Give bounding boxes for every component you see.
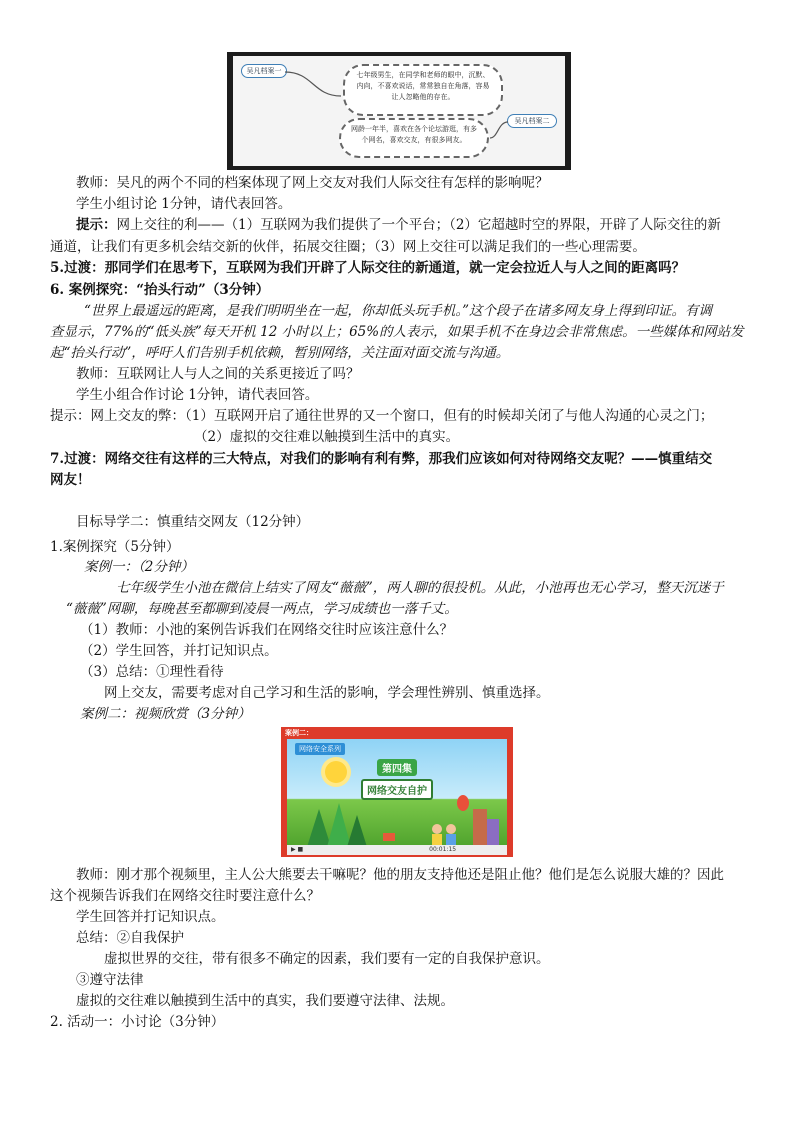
text-line-hint: 提示：网上交友的弊：（1）互联网开启了通往世界的又一个窗口，但有的时候却关闭了与他人沟通的心灵之门； bbox=[50, 408, 714, 424]
play-icon[interactable]: ▶ ■ bbox=[291, 846, 304, 853]
illustration-paper bbox=[233, 56, 565, 166]
case-text: 七年级学生小池在微信上结实了网友“薇薇”，两人聊的很投机。从此，小池再也无心学习，整天沉迷于 bbox=[116, 580, 724, 596]
text-line: 学生回答并打记知识点。 bbox=[76, 909, 225, 925]
connector-line-2 bbox=[488, 120, 510, 140]
summary-line: ③遵守法律 bbox=[76, 972, 144, 988]
text-line: 网上交友，需要考虑对自己学习和生活的影响，学会理性辨别、慎重选择。 bbox=[104, 685, 550, 701]
case-text: “薇薇”网聊，每晚甚至都聊到凌晨一两点，学习成绩也一落千丈。 bbox=[66, 601, 458, 617]
text-line-hint bbox=[76, 216, 721, 234]
text-line: 学生小组讨论 1分钟，请代表回答。 bbox=[76, 196, 292, 212]
transition-7-cont: 网友！ bbox=[50, 472, 91, 488]
profile-tag-2: 吴凡档案二 bbox=[507, 114, 557, 128]
case-text: 查显示，77%的“低头族”每天开机 12 小时以上；65%的人表示，如果手机不在身边会非常焦虑。一些媒体和网站发 bbox=[50, 324, 744, 340]
text-line: （2）学生回答，并打记知识点。 bbox=[80, 643, 278, 659]
video-title: 网络交友自护 bbox=[361, 779, 433, 800]
text-line: （2）虚拟的交往难以触摸到生活中的真实。 bbox=[194, 429, 460, 445]
subsection-heading: 1.案例探究（5分钟） bbox=[50, 539, 180, 555]
episode-label: 第四集 bbox=[377, 759, 417, 776]
text-line: （1）教师：小池的案例告诉我们在网络交往时应该注意什么？ bbox=[80, 622, 454, 638]
video-controls[interactable] bbox=[287, 845, 507, 855]
case-heading-6: 6. 案例探究：“抬头行动”（3分钟） bbox=[50, 282, 270, 298]
summary-line: 总结：②自我保护 bbox=[76, 930, 184, 946]
text-line: 教师：吴凡的两个不同的档案体现了网上交友对我们人际交往有怎样的影响呢？ bbox=[76, 175, 549, 191]
text-line: 教师：刚才那个视频里，主人公大熊要去干嘛呢？他的朋友支持他还是阻止他？他们是怎么说服大雄的？因此 bbox=[76, 867, 724, 883]
scenery-icon bbox=[287, 789, 507, 847]
case-text: 起“抬头行动”，呼吁人们告别手机依赖，暂别网络，关注面对面交流与沟通。 bbox=[50, 345, 510, 361]
text-line: 虚拟的交往难以触摸到生活中的真实，我们要遵守法律、法规。 bbox=[76, 993, 454, 1009]
text-line: 教师：互联网让人与人之间的关系更接近了吗？ bbox=[76, 366, 360, 382]
series-badge: 网络安全系列 bbox=[295, 743, 345, 755]
case-text: “世界上最遥远的距离，是我们明明坐在一起，你却低头玩手机。”这个段子在诸多网友身上得到印证。有调 bbox=[84, 303, 713, 319]
video-thumbnail[interactable] bbox=[281, 727, 513, 857]
case-one-heading: 案例一：（2分钟） bbox=[84, 559, 194, 575]
profile-tag-1: 吴凡档案一 bbox=[241, 64, 287, 78]
video-time: 00:01:15 bbox=[429, 846, 457, 853]
profile-cloud-1: 七年级男生，在同学和老师的眼中，沉默、内向，不喜欢说话，常常独自在角落，容易让人忽略他的存在。 bbox=[343, 64, 503, 116]
text-line: 通道，让我们有更多机会结交新的伙伴，拓展交往圈；（3）网上交往可以满足我们的一些心理需要。 bbox=[50, 239, 646, 255]
transition-5: 5.过渡：那同学们在思考下，互联网为我们开辟了人际交往的新通道，就一定会拉近人与人之间的距离吗？ bbox=[50, 260, 686, 276]
hint-label: 提示： bbox=[76, 217, 117, 233]
section-heading: 目标导学二：慎重结交网友（12分钟） bbox=[76, 514, 310, 530]
sun-icon bbox=[325, 761, 347, 783]
text-line: 这个视频告诉我们在网络交往时要注意什么？ bbox=[50, 888, 320, 904]
connector-line-1 bbox=[283, 70, 343, 100]
video-screen bbox=[287, 739, 507, 847]
text-line: 虚拟世界的交往，带有很多不确定的因素，我们要有一定的自我保护意识。 bbox=[104, 951, 550, 967]
profile-cloud-2: 网龄一年半，喜欢在各个论坛游逛，有多个网名，喜欢交友，有很多网友。 bbox=[339, 118, 489, 158]
video-corner-label: 案例二： bbox=[285, 729, 313, 737]
activity-heading: 2. 活动一：小讨论（3分钟） bbox=[50, 1014, 225, 1030]
text-line: 学生小组合作讨论 1分钟，请代表回答。 bbox=[76, 387, 319, 403]
case-two-heading: 案例二：视频欣赏（3分钟） bbox=[80, 706, 251, 722]
summary-line: （3）总结：①理性看待 bbox=[80, 664, 224, 680]
hint-text: 网上交往的利——（1）互联网为我们提供了一个平台；（2）它超越时空的界限，开辟了人际交往的新 bbox=[116, 217, 721, 233]
profile-illustration bbox=[227, 52, 571, 170]
transition-7: 7.过渡：网络交往有这样的三大特点，对我们的影响有利有弊，那我们应该如何对待网络交友呢？——慎重结交 bbox=[50, 451, 713, 467]
